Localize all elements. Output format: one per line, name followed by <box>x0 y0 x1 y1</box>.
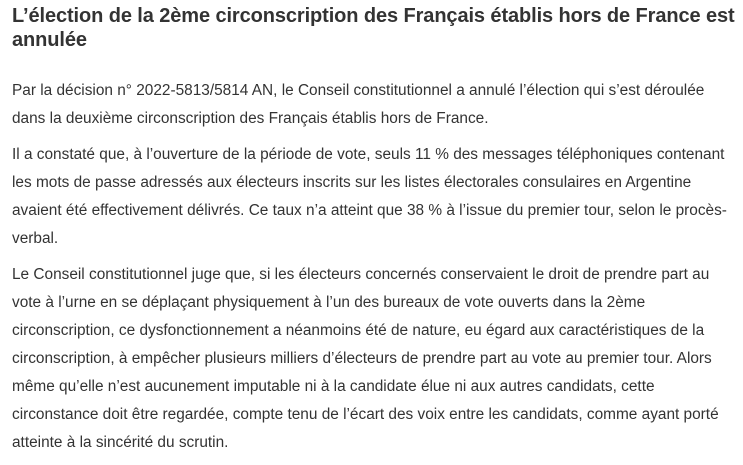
article-title: L’élection de la 2ème circonscription des Français établis hors de France est annulée <box>12 5 735 51</box>
article-paragraph-ruling: Le Conseil constitutionnel juge que, si les électeurs concernés conservaient le droit de prendre part au vote à l’urne en se déplaçant physiquement à l’un des bureaux de vote ouverts dans la 2ème circonscription, ce dysfonctionnement a néanmoins été de nature, eu égard aux caractéristiques de la circonscription, à empêcher plusieurs milliers d’électeurs de prendre part au vote au premier tour. Alors même qu’elle n’est aucunement imputable ni à la candidate élue ni aux autres candidats, cette circonstance doit être regardée, compte tenu de l’écart des voix entre les candidats, comme ayant porté atteinte à la sincérité du scrutin. <box>12 266 719 451</box>
article <box>12 4 738 465</box>
article-body <box>12 77 738 457</box>
article-paragraph-decision: Par la décision n° 2022-5813/5814 AN, le Conseil constitutionnel a annulé l’élection qui s’est déroulée dans la deuxième circonscription des Français établis hors de France. <box>12 82 705 127</box>
article-paragraph-findings: Il a constaté que, à l’ouverture de la période de vote, seuls 11 % des messages téléphoniques contenant les mots de passe adressés aux électeurs inscrits sur les listes électorales consulaires en Argentine avaient été effectivement délivrés. Ce taux n’a atteint que 38 % à l’issue du premier tour, selon le procès-verbal. <box>12 146 727 247</box>
